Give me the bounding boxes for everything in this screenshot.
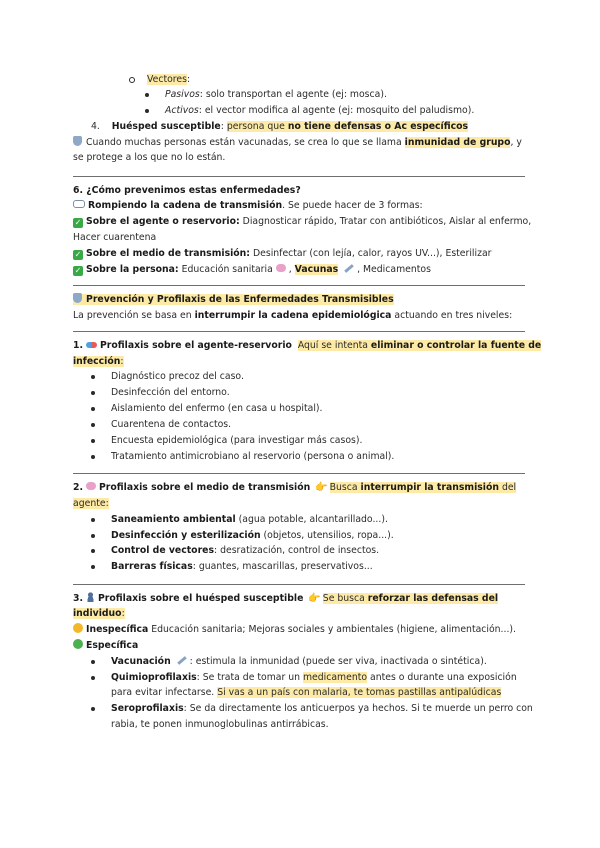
inespecifica-bold: Inespecífica [86, 624, 149, 635]
p2-item-text: : guantes, mascarillas, preservativos... [192, 561, 373, 572]
p2-item-text: (agua potable, alcantarillado...). [235, 514, 388, 525]
syringe-icon [344, 264, 354, 273]
sero-line-2 [111, 717, 566, 732]
p3-heading [73, 591, 528, 606]
quimio-line-2 [111, 685, 566, 700]
p2-hl1: Busca [329, 482, 361, 493]
quimio-text1: : Se trata de tomar un [196, 672, 303, 683]
vacunas-bold: Vacunas [294, 264, 339, 275]
quimio-bold: Quimioprofilaxis [111, 672, 197, 683]
hollow-bullet-icon [129, 77, 135, 83]
divider [73, 331, 525, 332]
agente-line [73, 214, 532, 229]
pointing-hand-icon: 👉 [308, 593, 321, 604]
pill-icon [86, 342, 97, 348]
p2-item-bold: Saneamiento ambiental [111, 514, 236, 525]
microbe-icon [86, 482, 96, 490]
pointing-hand-icon: 👉 [315, 482, 328, 493]
p3-num: 3. [73, 593, 84, 604]
p2-item-bold: Control de vectores [111, 545, 214, 556]
p2-num: 2. [73, 482, 84, 493]
p1-title: Profilaxis sobre el agente-reservorio [99, 340, 292, 351]
sero-text1: : Se da directamente los anticuerpos ya hechos. Si te muerde un perro con [183, 703, 533, 714]
check-icon: ✓ [74, 218, 82, 227]
persona-text1: Educación sanitaria [178, 264, 276, 275]
pasivos-label: Pasivos [165, 89, 200, 100]
green-circle-icon [73, 639, 83, 649]
herd-text2: , y [510, 137, 522, 148]
section6-title: 6. ¿Cómo prevenimos estas enfermedades? [73, 185, 301, 196]
p2-hl-bold: interrumpir la transmisión [360, 482, 499, 493]
p1-item-text: Diagnóstico precoz del caso. [111, 371, 244, 382]
inespecifica-line [73, 622, 528, 637]
list-item [91, 433, 546, 448]
p1-hl-bold: eliminar o controlar la fuente de [370, 340, 542, 351]
inespecifica-text: Educación sanitaria; Mejoras sociales y ambientales (higiene, alimentación...). [148, 624, 517, 635]
divider [73, 473, 525, 474]
p2-hl3: agente: [73, 498, 109, 509]
sero-bold: Seroprofilaxis [111, 703, 184, 714]
herd-text3: se protege a los que no lo están. [73, 152, 226, 163]
p1-item-text: Desinfección del entorno. [111, 387, 230, 398]
bullet-icon [91, 455, 95, 459]
bullet-icon [91, 707, 95, 711]
vectores-colon: : [186, 74, 191, 85]
p1-hl-bold2: infección [73, 356, 121, 367]
p1-num: 1. [73, 340, 84, 351]
p3-hl1: Se busca [322, 593, 368, 604]
activos-text: : el vector modifica al agente (ej: mosquito del paludismo). [198, 105, 475, 116]
bullet-icon [91, 407, 95, 411]
bullet-icon [91, 423, 95, 427]
list-item [91, 528, 546, 543]
quimio-hl2: Si vas a un país con malaria, te tomas pastillas antipalúdicas [217, 687, 502, 698]
p1-item-text: Encuesta epidemiológica (para investigar más casos). [111, 435, 363, 446]
p2-item-bold: Barreras físicas [111, 561, 193, 572]
p3-hl-bold: reforzar las defensas del [367, 593, 499, 604]
p2-item-text: (objetos, utensilios, ropa...). [260, 530, 394, 541]
huesped-colon: : [220, 121, 227, 132]
p2-heading-2 [73, 496, 528, 511]
p3-hl-bold2: individuo [73, 608, 122, 619]
person-icon [86, 592, 95, 602]
herd-text1: Cuando muchas personas están vacunadas, se crea lo que se llama [86, 137, 405, 148]
prevencion-intro [73, 308, 528, 323]
p3-hl2: : [121, 608, 125, 619]
bullet-icon [91, 375, 95, 379]
list-item [91, 449, 546, 464]
list-item-vectores [129, 72, 584, 87]
check-icon: ✓ [74, 250, 82, 259]
list-item [91, 512, 546, 527]
p2-hl2: del [498, 482, 517, 493]
divider [73, 584, 525, 585]
huesped-hl1: persona que [226, 121, 288, 132]
especifica-line [73, 638, 528, 653]
p1-heading [73, 338, 542, 353]
herd-immunity-line-2 [73, 150, 528, 165]
quimio-text3: para evitar infectarse. [111, 687, 218, 698]
p1-item-text: Aislamiento del enfermo (en casa u hospital). [111, 403, 323, 414]
bullet-icon [91, 518, 95, 522]
bullet-icon [145, 109, 149, 113]
link-icon [73, 200, 85, 208]
agente-line-2: Hacer cuarentena [73, 232, 157, 243]
divider [73, 176, 525, 177]
bullet-icon [91, 439, 95, 443]
medio-bold: Sobre el medio de transmisión: [86, 248, 251, 259]
list-item [91, 670, 546, 685]
p1-hl2: : [120, 356, 124, 367]
list-item-pasivos [145, 87, 600, 102]
list-item [91, 559, 546, 574]
medio-line [73, 246, 528, 261]
bullet-icon [91, 549, 95, 553]
yellow-circle-icon [73, 623, 83, 633]
list-item-activos [145, 103, 600, 118]
persona-line: ✓ Sobre la persona: Educación sanitaria , Vacunas , Medicamentos [74, 264, 431, 275]
bullet-icon [91, 676, 95, 680]
chain-line [73, 198, 528, 213]
agente-text: Diagnosticar rápido, Tratar con antibióticos, Aislar al enfermo, [239, 216, 532, 227]
huesped-hl2: no tiene defensas o Ac específicos [287, 121, 469, 132]
quimio-hl: medicamento [302, 672, 368, 683]
quimio-text2: antes o durante una exposición [367, 672, 517, 683]
huesped-label: Huésped susceptible [111, 121, 221, 132]
list-item [91, 369, 546, 384]
prevencion-title: Prevención y Profilaxis de las Enfermedades Transmisibles [86, 294, 394, 305]
list-item [91, 654, 546, 669]
pasivos-text: : solo transportan el agente (ej: mosca). [199, 89, 387, 100]
p2-item-bold: Desinfección y esterilización [111, 530, 261, 541]
item-number: 4. [91, 121, 100, 132]
p3-heading-2 [73, 606, 528, 621]
bullet-icon [91, 534, 95, 538]
p1-item-text: Tratamiento antimicrobiano al reservorio (persona o animal). [111, 451, 395, 462]
list-item [91, 385, 546, 400]
microbe-icon [276, 264, 286, 272]
shield-icon [73, 136, 82, 146]
list-item-huesped [91, 119, 546, 134]
prevencion-title-line [73, 292, 528, 307]
p2-title: Profilaxis sobre el medio de transmisión [98, 482, 311, 493]
medio-text: Desinfectar (con lejía, calor, rayos UV...), Esterilizar [250, 248, 492, 259]
list-item [91, 417, 546, 432]
especifica-bold: Específica [86, 640, 139, 651]
intro1: La prevención se basa en [73, 310, 195, 321]
intro-bold: interrumpir la cadena epidemiológica [194, 310, 392, 321]
p1-hl1: Aquí se intenta [297, 340, 371, 351]
list-item [91, 401, 546, 416]
bullet-icon [91, 660, 95, 664]
sero-text2: rabia, te ponen inmunoglobulinas antirrábicas. [111, 719, 329, 730]
p1-item-text: Cuarentena de contactos. [111, 419, 232, 430]
shield-icon [73, 293, 82, 303]
persona-text2: , Medicamentos [357, 264, 431, 275]
p3-title: Profilaxis sobre el huésped susceptible [97, 593, 304, 604]
p2-item-text: : desratización, control de insectos. [214, 545, 380, 556]
agente-bold: Sobre el agente o reservorio: [86, 216, 240, 227]
vacunacion-bold: Vacunación [111, 656, 171, 667]
vectores-label: Vectores [147, 74, 187, 85]
herd-immunity-line-1 [73, 135, 528, 150]
persona-bold: Sobre la persona: [86, 264, 179, 275]
bullet-icon [91, 565, 95, 569]
intro2: actuando en tres niveles: [391, 310, 513, 321]
bullet-icon [145, 93, 149, 97]
bullet-icon [91, 391, 95, 395]
list-item [91, 701, 546, 716]
p1-heading-2 [73, 354, 528, 369]
syringe-icon [177, 656, 187, 665]
chain-bold: Rompiendo la cadena de transmisión [88, 200, 283, 211]
activos-label: Activos [165, 105, 199, 116]
herd-bold: inmunidad de grupo [404, 137, 511, 148]
vacunacion-text: : estimula la inmunidad (puede ser viva, inactivada o sintética). [189, 656, 487, 667]
chain-text: . Se puede hacer de 3 formas: [282, 200, 423, 211]
check-icon: ✓ [74, 266, 82, 275]
p2-heading [73, 480, 528, 495]
divider [73, 285, 525, 286]
list-item [91, 543, 546, 558]
